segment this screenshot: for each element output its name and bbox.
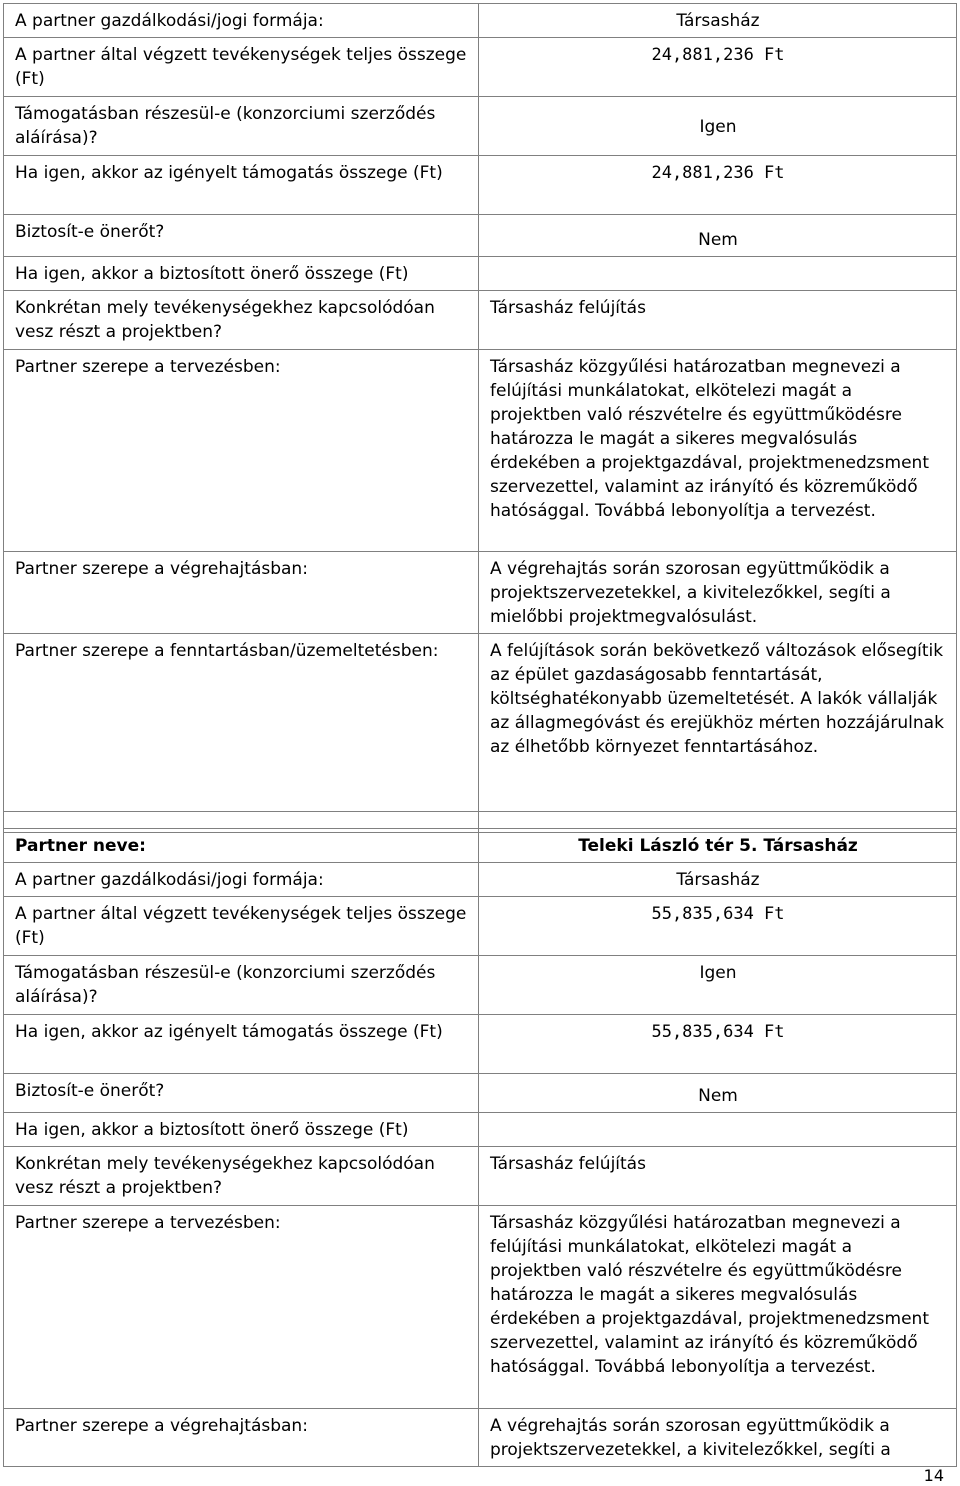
table-row (4, 291, 957, 350)
row-label: Partner szerepe a tervezésben: (4, 350, 479, 552)
row-label: Partner neve: (4, 829, 479, 863)
row-value (479, 257, 957, 291)
row-value: 24,881,236 Ft (479, 38, 957, 97)
row-label: Biztosít-e önerőt? (4, 1074, 479, 1113)
row-label: Konkrétan mely tevékenységekhez kapcsolódóan vesz részt a projektben? (4, 291, 479, 350)
table-row (4, 1409, 957, 1467)
row-label: Partner szerepe a végrehajtásban: (4, 1409, 479, 1467)
row-label: Partner szerepe a tervezésben: (4, 1206, 479, 1409)
row-label: A partner gazdálkodási/jogi formája: (4, 863, 479, 897)
row-label: Támogatásban részesül-e (konzorciumi szerződés aláírása)? (4, 956, 479, 1015)
row-label: A partner gazdálkodási/jogi formája: (4, 4, 479, 38)
row-label: Partner szerepe a végrehajtásban: (4, 552, 479, 634)
row-value: Társasház felújítás (479, 1147, 957, 1206)
table-row (4, 634, 957, 812)
table-row (4, 1113, 957, 1147)
table-row (4, 897, 957, 956)
row-value: A végrehajtás során szorosan együttműködik a projektszervezetekkel, a kivitelezőkkel, segíti a mielőbbi projektmegvalósulást. (479, 552, 957, 634)
table-row (4, 1206, 957, 1409)
row-label: Ha igen, akkor az igényelt támogatás összege (Ft) (4, 156, 479, 215)
table-row (4, 156, 957, 215)
row-label: Ha igen, akkor a biztosított önerő összege (Ft) (4, 1113, 479, 1147)
table-row (4, 863, 957, 897)
row-value: Társasház (479, 4, 957, 38)
table-row (4, 1074, 957, 1113)
page-number: 14 (923, 1466, 944, 1485)
table-row (4, 829, 957, 863)
row-value: Társasház felújítás (479, 291, 957, 350)
row-label: Támogatásban részesül-e (konzorciumi szerződés aláírása)? (4, 97, 479, 156)
table-row (4, 97, 957, 156)
table-row (4, 956, 957, 1015)
row-value: A végrehajtás során szorosan együttműködik a projektszervezetekkel, a kivitelezőkkel, segíti a (479, 1409, 957, 1467)
row-label: Ha igen, akkor a biztosított önerő összege (Ft) (4, 257, 479, 291)
row-value: Társasház (479, 863, 957, 897)
partner-name: Teleki László tér 5. Társasház (479, 829, 957, 863)
row-label: A partner által végzett tevékenységek teljes összege (Ft) (4, 38, 479, 97)
table-row (4, 1015, 957, 1074)
partner-table-2 (3, 828, 957, 1467)
table-row (4, 1147, 957, 1206)
row-value: Társasház közgyűlési határozatban megnevezi a felújítási munkálatokat, elkötelezi magát a projektben való részvételre és együttműködésre határozza le magát a sikeres megvalósulás érdekében a projektgazdával, projektmenedzsment szervezettel, valamint az irányító és közreműködő hatósággal. Továbbá lebonyolítja a tervezést. (479, 1206, 957, 1409)
row-value: Nem (479, 1074, 957, 1113)
row-value: Igen (479, 956, 957, 1015)
row-label: Biztosít-e önerőt? (4, 215, 479, 257)
table-row (4, 215, 957, 257)
partner-table-1 (3, 3, 957, 833)
table-row (4, 4, 957, 38)
table-row (4, 350, 957, 552)
table-row (4, 38, 957, 97)
row-label: Konkrétan mely tevékenységekhez kapcsolódóan vesz részt a projektben? (4, 1147, 479, 1206)
row-value: 24,881,236 Ft (479, 156, 957, 215)
row-value: 55,835,634 Ft (479, 897, 957, 956)
row-value: A felújítások során bekövetkező változások elősegítik az épület gazdaságosabb fenntartását, költséghatékonyabb üzemeltetését. A lakók vállalják az állagmegóvást és erejükhöz mérten hozzájárulnak az élhetőbb környezet fenntartásához. (479, 634, 957, 812)
row-value: Igen (479, 97, 957, 156)
row-label: Ha igen, akkor az igényelt támogatás összege (Ft) (4, 1015, 479, 1074)
row-value: Társasház közgyűlési határozatban megnevezi a felújítási munkálatokat, elkötelezi magát a projektben való részvételre és együttműködésre határozza le magát a sikeres megvalósulás érdekében a projektgazdával, projektmenedzsment szervezettel, valamint az irányító és közreműködő hatósággal. Továbbá lebonyolítja a tervezést. (479, 350, 957, 552)
table-row (4, 552, 957, 634)
row-label: A partner által végzett tevékenységek teljes összege (Ft) (4, 897, 479, 956)
row-value: 55,835,634 Ft (479, 1015, 957, 1074)
row-label: Partner szerepe a fenntartásban/üzemeltetésben: (4, 634, 479, 812)
row-value: Nem (479, 215, 957, 257)
table-row (4, 257, 957, 291)
row-value (479, 1113, 957, 1147)
